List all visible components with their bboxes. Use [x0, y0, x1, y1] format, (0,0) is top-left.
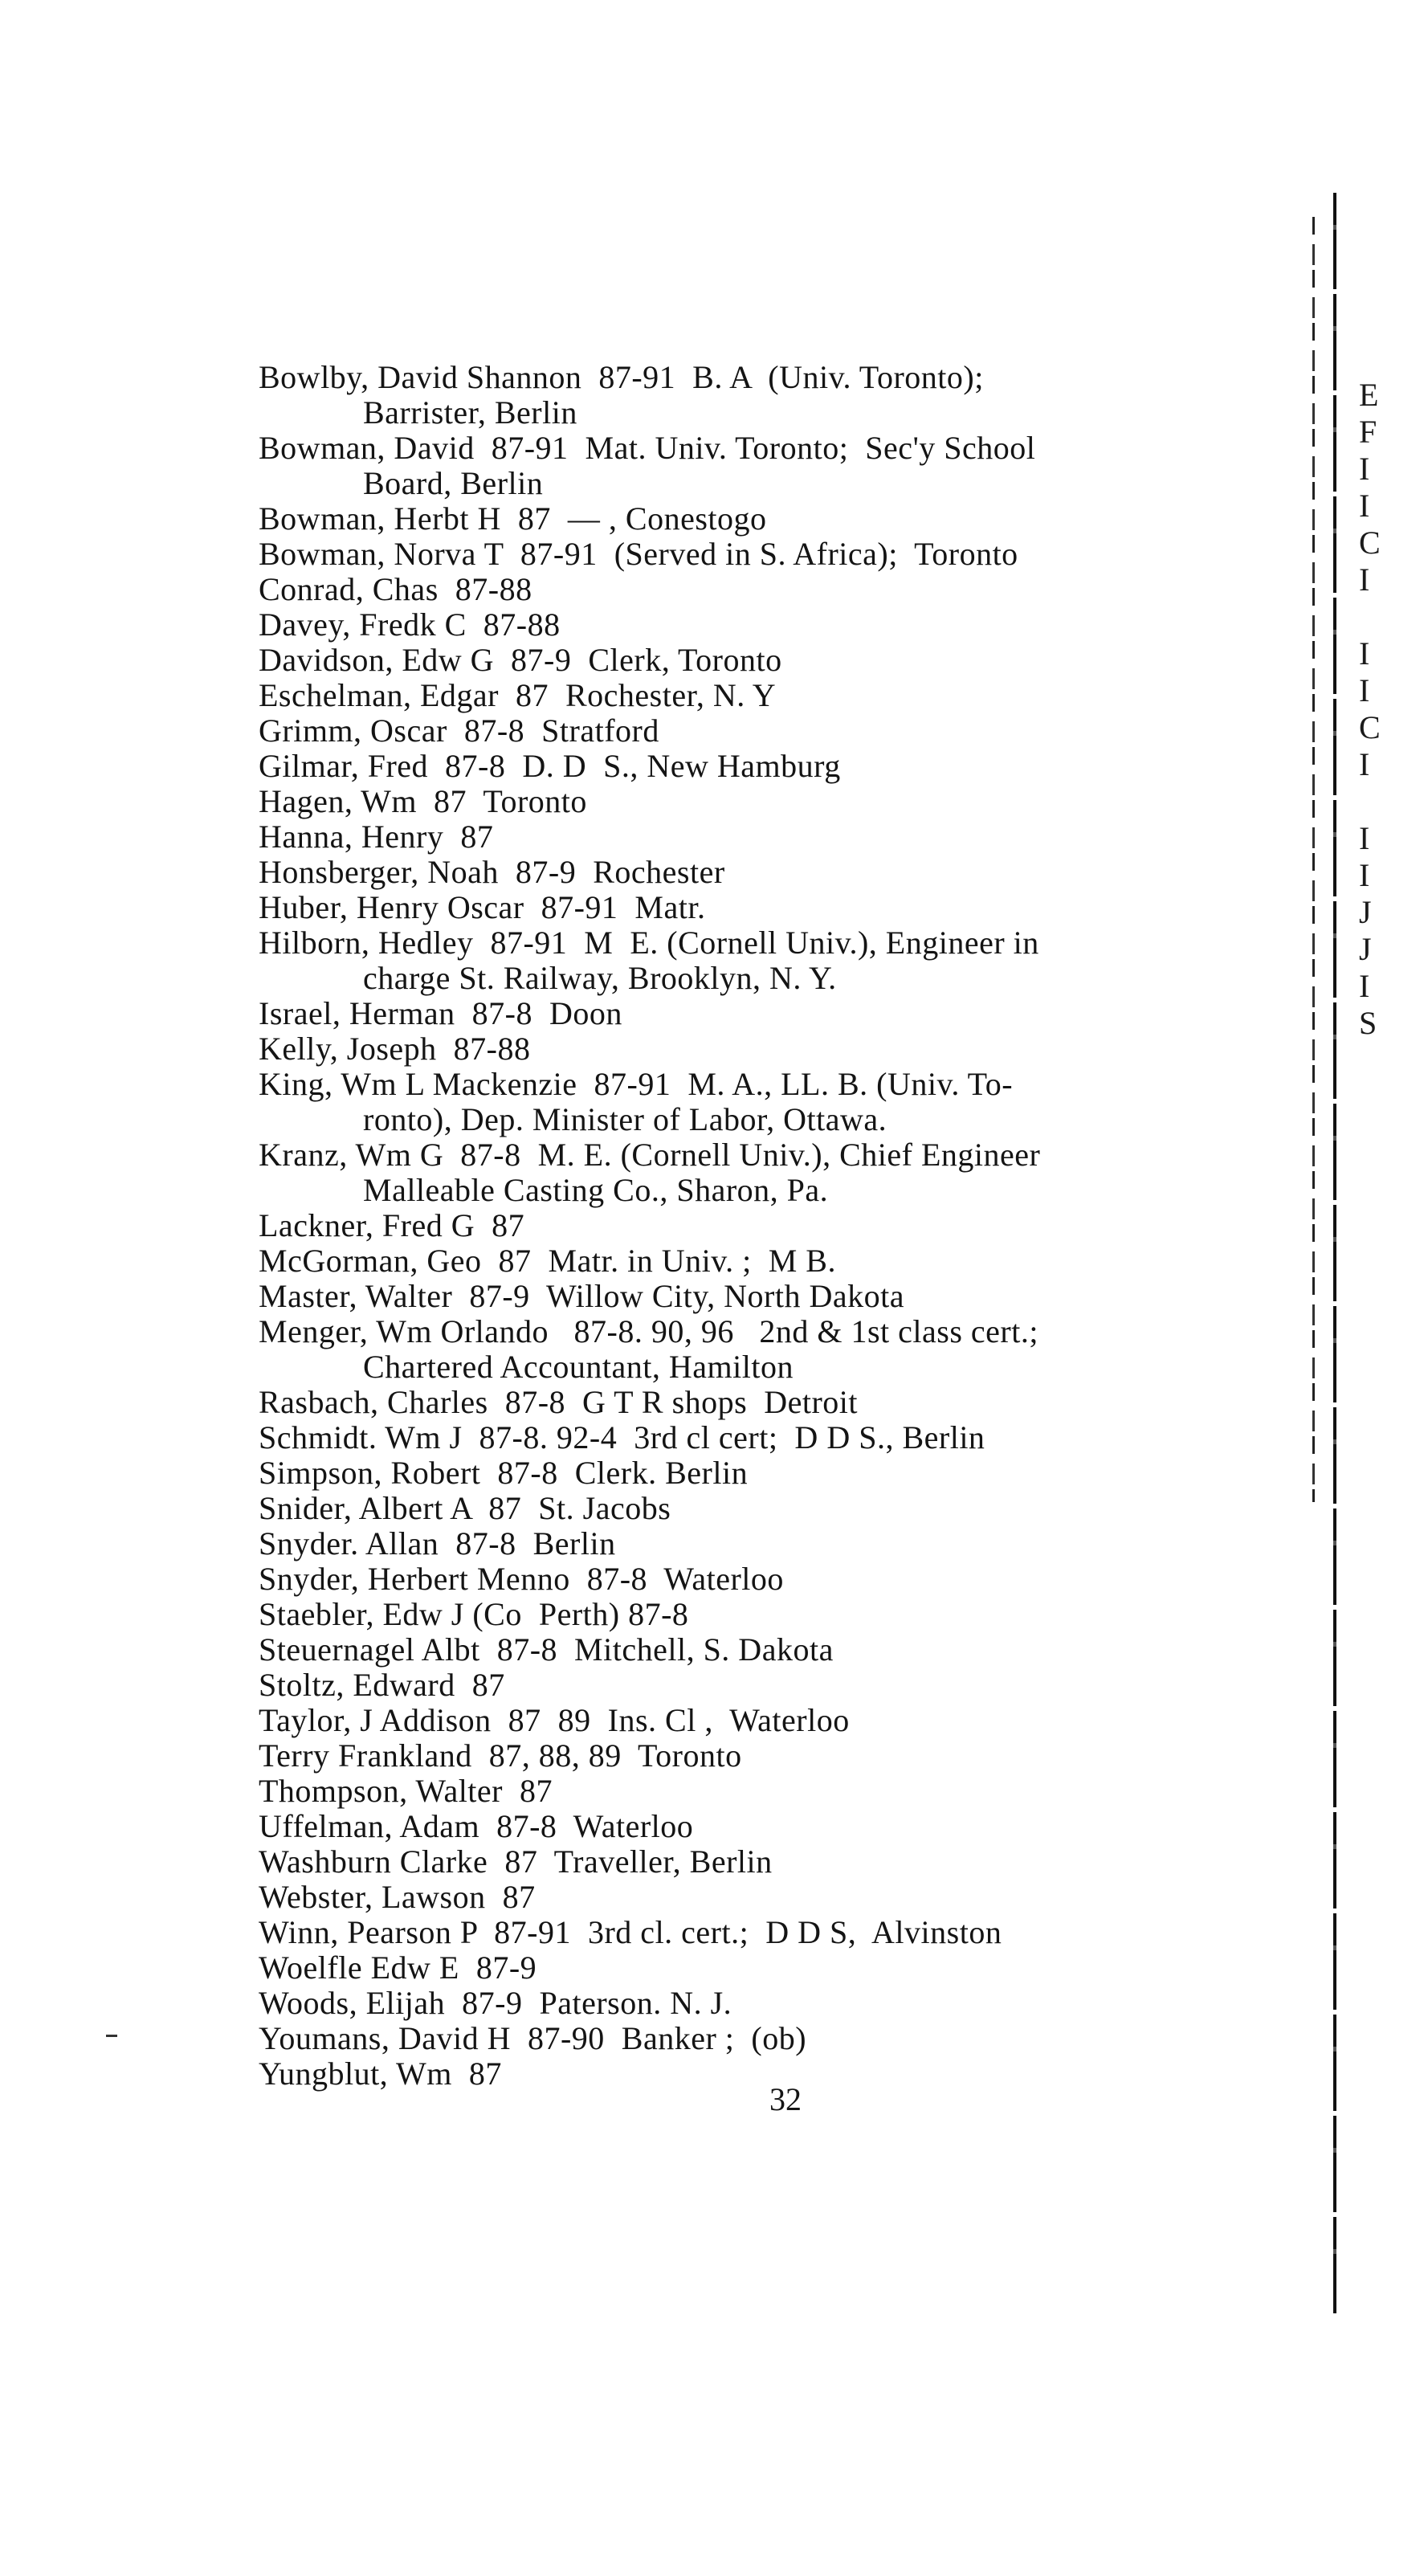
directory-entry — [259, 431, 1303, 501]
neighbor-glyph: J — [1359, 894, 1372, 930]
neighbor-glyph: C — [1359, 709, 1381, 745]
entry-text: Rasbach, Charles 87-8 G T R shops Detroit — [259, 1384, 859, 1420]
directory-entry — [259, 1243, 1303, 1279]
directory-entry — [259, 1597, 1303, 1632]
entry-list — [259, 360, 1303, 2092]
directory-entry — [259, 360, 1303, 431]
directory-entry — [259, 996, 1303, 1031]
directory-entry — [259, 1774, 1303, 1809]
directory-entry — [259, 1385, 1303, 1420]
directory-entry — [259, 1809, 1303, 1844]
directory-entry — [259, 819, 1303, 855]
directory-entry — [259, 1031, 1303, 1067]
directory-entry — [259, 1455, 1303, 1491]
neighbor-glyph: I — [1359, 968, 1370, 1004]
entry-text: Bowlby, David Shannon 87-91 B. A (Univ. Toronto); — [259, 359, 984, 395]
entry-text: Bowman, David 87-91 Mat. Univ. Toronto; Sec'y School — [259, 430, 1036, 466]
entry-text: Huber, Henry Oscar 87-91 Matr. — [259, 889, 706, 925]
neighbor-glyph: I — [1359, 635, 1370, 672]
entry-text: Menger, Wm Orlando 87-8. 90, 96 2nd & 1st class cert.; — [259, 1313, 1038, 1349]
directory-entry — [259, 2021, 1303, 2056]
entry-continuation: ronto), Dep. Minister of Labor, Ottawa. — [363, 1101, 887, 1137]
neighbor-glyph: I — [1359, 561, 1370, 598]
entry-text: Steuernagel Albt 87-8 Mitchell, S. Dakota — [259, 1631, 834, 1668]
entry-text: Kelly, Joseph 87-88 — [259, 1031, 531, 1067]
neighbor-glyph: I — [1359, 451, 1370, 487]
entry-text: Washburn Clarke 87 Traveller, Berlin — [259, 1843, 773, 1880]
entry-text: Hilborn, Hedley 87-91 M E. (Cornell Univ.), Engineer in — [259, 925, 1039, 961]
entry-text: Snider, Albert A 87 St. Jacobs — [259, 1490, 671, 1526]
entry-continuation: Chartered Accountant, Hamilton — [363, 1349, 794, 1385]
neighbor-glyph: C — [1359, 525, 1381, 561]
entry-text: Winn, Pearson P 87-91 3rd cl. cert.; D D S, Alvinston — [259, 1914, 1002, 1950]
directory-entry — [259, 1137, 1303, 1208]
directory-entry — [259, 1632, 1303, 1668]
entry-text: Woods, Elijah 87-9 Paterson. N. J. — [259, 1985, 732, 2021]
entry-text: McGorman, Geo 87 Matr. in Univ. ; M B. — [259, 1243, 836, 1279]
entry-text: Webster, Lawson 87 — [259, 1879, 536, 1915]
directory-entry — [259, 501, 1303, 537]
entry-text: Youmans, David H 87-90 Banker ; (ob) — [259, 2020, 807, 2056]
directory-entry — [259, 1844, 1303, 1880]
entry-text: Conrad, Chas 87-88 — [259, 571, 532, 607]
entry-text: Taylor, J Addison 87 89 Ins. Cl , Waterloo — [259, 1702, 850, 1738]
entry-continuation: charge St. Railway, Brooklyn, N. Y. — [363, 960, 837, 996]
directory-entry — [259, 537, 1303, 572]
directory-entry — [259, 1703, 1303, 1738]
entry-text: Bowman, Herbt H 87 — , Conestogo — [259, 500, 767, 537]
directory-entry — [259, 890, 1303, 925]
entry-text: Grimm, Oscar 87-8 Stratford — [259, 712, 659, 749]
entry-text: Kranz, Wm G 87-8 M. E. (Cornell Univ.), Chief Engineer — [259, 1137, 1041, 1173]
entry-text: Yungblut, Wm 87 — [259, 2055, 502, 2092]
entry-text: Snyder. Allan 87-8 Berlin — [259, 1525, 616, 1562]
directory-entry — [259, 1668, 1303, 1703]
gutter-line — [1333, 193, 1336, 2313]
directory-entry — [259, 1279, 1303, 1314]
directory-entry — [259, 784, 1303, 819]
entry-text: Bowman, Norva T 87-91 (Served in S. Africa); Toronto — [259, 536, 1018, 572]
neighbor-glyph: E — [1359, 377, 1379, 413]
directory-entry — [259, 1880, 1303, 1915]
directory-entry — [259, 925, 1303, 996]
entry-text: Stoltz, Edward 87 — [259, 1667, 505, 1703]
page-number: 32 — [769, 2081, 802, 2117]
neighbor-glyph: F — [1359, 414, 1377, 450]
entry-text: Gilmar, Fred 87-8 D. D S., New Hamburg — [259, 748, 841, 784]
entry-text: Staebler, Edw J (Co Perth) 87-8 — [259, 1596, 689, 1632]
neighbor-glyph: I — [1359, 672, 1370, 708]
directory-entry — [259, 1562, 1303, 1597]
neighbor-glyph: I — [1359, 857, 1370, 893]
directory-entry — [259, 1067, 1303, 1137]
entry-text: Hagen, Wm 87 Toronto — [259, 783, 587, 819]
entry-text: Uffelman, Adam 87-8 Waterloo — [259, 1808, 694, 1844]
neighbor-glyph: I — [1359, 488, 1370, 524]
directory-entry — [259, 713, 1303, 749]
entry-text: Eschelman, Edgar 87 Rochester, N. Y — [259, 677, 777, 713]
binding-gutter — [1311, 193, 1343, 2313]
directory-entry — [259, 607, 1303, 643]
directory-entry — [259, 1208, 1303, 1243]
neighbor-glyph: I — [1359, 746, 1370, 782]
entry-continuation: Board, Berlin — [363, 465, 544, 501]
entry-text: Snyder, Herbert Menno 87-8 Waterloo — [259, 1561, 784, 1597]
entry-text: Davey, Fredk C 87-88 — [259, 606, 561, 643]
directory-entry — [259, 1420, 1303, 1455]
entry-text: Thompson, Walter 87 — [259, 1773, 553, 1809]
entry-text: Schmidt. Wm J 87-8. 92-4 3rd cl cert; D D S., Berlin — [259, 1419, 985, 1455]
directory-entry — [259, 1915, 1303, 1950]
entry-continuation: Barrister, Berlin — [363, 394, 577, 431]
entry-text: King, Wm L Mackenzie 87-91 M. A., LL. B. (Univ. To- — [259, 1066, 1014, 1102]
entry-text: Hanna, Henry 87 — [259, 819, 494, 855]
entry-text: Master, Walter 87-9 Willow City, North Dakota — [259, 1278, 904, 1314]
directory-entry — [259, 1986, 1303, 2021]
margin-mark — [106, 2035, 117, 2037]
entry-text: Terry Frankland 87, 88, 89 Toronto — [259, 1737, 742, 1774]
entry-text: Davidson, Edw G 87-9 Clerk, Toronto — [259, 642, 782, 678]
directory-entry — [259, 1738, 1303, 1774]
directory-entry — [259, 572, 1303, 607]
gutter-line — [1312, 217, 1315, 1502]
entry-text: Woelfle Edw E 87-9 — [259, 1949, 537, 1986]
directory-entry — [259, 1526, 1303, 1562]
directory-entry — [259, 643, 1303, 678]
directory-entry — [259, 1491, 1303, 1526]
entry-text: Honsberger, Noah 87-9 Rochester — [259, 854, 725, 890]
directory-entry — [259, 855, 1303, 890]
directory-entry — [259, 678, 1303, 713]
directory-entry — [259, 1950, 1303, 1986]
entry-text: Simpson, Robert 87-8 Clerk. Berlin — [259, 1455, 749, 1491]
entry-continuation: Malleable Casting Co., Sharon, Pa. — [363, 1172, 829, 1208]
neighbor-glyph: I — [1359, 820, 1370, 856]
entry-text: Lackner, Fred G 87 — [259, 1207, 525, 1243]
directory-entry — [259, 749, 1303, 784]
neighbor-glyph: S — [1359, 1005, 1377, 1041]
directory-entry — [259, 1314, 1303, 1385]
entry-text: Israel, Herman 87-8 Doon — [259, 995, 622, 1031]
neighbor-glyph: J — [1359, 931, 1372, 967]
